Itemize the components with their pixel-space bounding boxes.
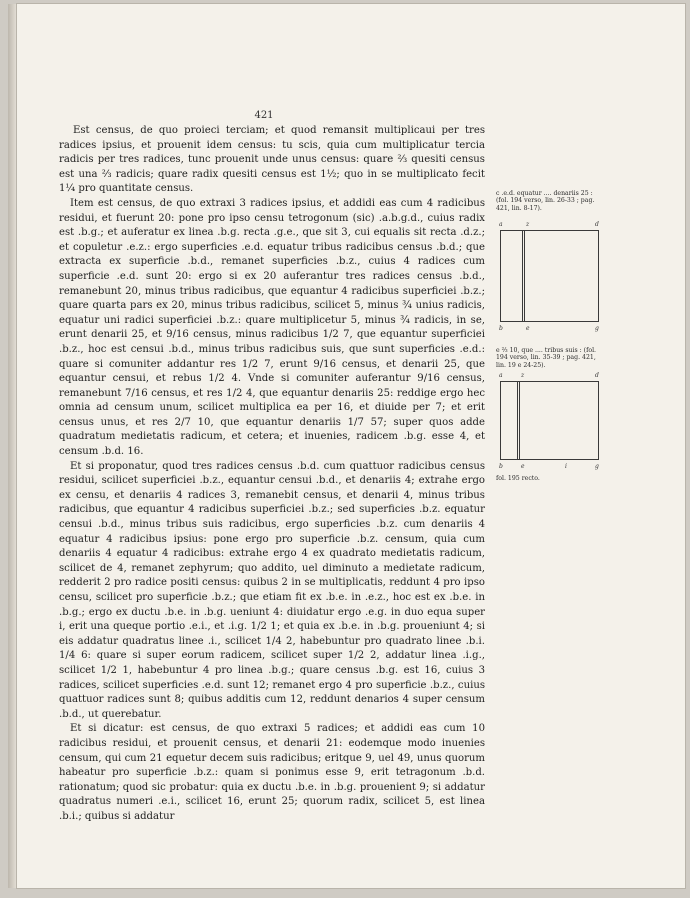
fig2-line-ez [517,382,520,459]
main-text [59,124,485,825]
fig1-label-b: b [499,325,503,332]
fig2-label-i: i [565,463,567,470]
page-edge [8,4,17,888]
fig1-label-e: e [526,325,530,332]
figure-caption: fol. 195 recto. [496,475,540,482]
fig2-label-g: g [595,463,599,470]
paragraph-4: Et si dicatur: est census, de quo extraxi 5 radices; et addidi eas cum 10 radicibus residui, et prouenit census, et denarii 21: eodemque modo inuenies censum, qui cum 21 equetur decem suis radicibus; eritque 9, uel 49, unus quorum habeatur pro superficie .b.z.: quam si ponimus esse 9, erit tetragonum .b.d. rationatum; quod sic probatur: quia ex ductu .b.e. in .b.g. prouenient 9; si addatur quadratus numeri .e.i., scilicet 16, erunt 25; quorum radix, scilicet 5, est linea .b.i.; quibus si addatur [59,723,485,822]
geometric-figure-1 [500,230,599,322]
margin-note-2: e ⅔ 10, que .... tribus suis : (fol. 194 verso, lin. 35-39 ; pag. 421, lin. 19 e 24-25). [496,347,597,369]
fig2-label-d: d [595,372,599,379]
paragraph-3: Et si proponatur, quod tres radices census .b.d. cum quattuor radicibus census residui, scilicet superficiei .b.z., equantur censui .b.d., et denariis 4; extrahe ergo ex censu, et denariis 4 radices 3, remanebit census, et denarii 4, minus tribus radicibus, que equantur 4 radicibus superficiei .b.z.; sed superficies .b.z. equatur censui .b.d., minus tribus suis radicibus, ergo superficies .b.z. cum denariis 4 equatur 4 radicibus ipsius: pone ergo pro superficie .b.z. censum, quia cum denariis 4 equatur 4 radicibus: extrahe ergo 4 ex quadrato medietatis radicum, scilicet de 4, remanet zephyrum; quo addito, uel diminuto a medietate radicum, redderit 2 pro radice positi census: quibus 2 in se multiplicatis, reddunt 4 pro ipso censu, scilicet pro superficie .b.z.; que etiam fit ex .b.e. in .e.z., hoc est ex .b.e. in .b.g.; ergo ex ductu .b.e. in .b.g. ueniunt 4: diuidatur ergo .e.g. in duo equa super i, erit una queque portio .e.i., et .i.g. 1/2 1; et quia ex .b.e. in .b.g. proueniunt 4; si eis addatur quadratus linee .i., scilicet 1/4 2, habebuntur pro quadrato linee .b.i. 1/4 6: quare si super eorum radicem, scilicet super 1/2 2, addatur linea .i.g., scilicet 1/2 1, habebuntur 4 pro linea .b.g.; quare census .b.g. est 16, cuius 3 radices, scilicet superficies .e.d. sunt 12; remanet ergo 4 pro superficie .b.z., cuius quattuor radices sunt 8; quibus additis cum 12, reddunt denarios 4 super censum .b.d., ut querebatur. [59,460,485,720]
page-number: 421 [254,110,274,121]
fig1-label-g: g [595,325,599,332]
paragraph-1: Est census, de quo proieci terciam; et quod remansit multiplicaui per tres radices ipsius, et prouenit idem census: tu scis, quia cum multiplicatur tercia radicis per tres radices, tunc prouenit unde unus census: quare ⅔ quesiti census est una ⅔ radicis; quare radix quesiti census est 1½; quo in se multiplicato fecit 1¼ pro quantitate census. [59,125,485,195]
margin-note-1: c .e.d. equatur .... denariis 25 : (fol. 194 verso, lin. 26-33 ; pag. 421, lin. 8-17). [496,190,595,212]
fig1-line-ez [522,231,525,321]
geometric-figure-2 [500,381,599,460]
fig2-label-a: a [499,372,503,379]
paragraph-2: Item est census, de quo extraxi 3 radices ipsius, et addidi eas cum 4 radicibus residui, et fuerunt 20: pone pro ipso censu tetrogonum (sic) .a.b.g.d., cuius radix est .b.g.; et auferatur ex linea .b.g. recta .g.e., que sit 3, cui equalis sit recta .d.z.; et copuletur .e.z.: ergo superficies .e.d. equatur tribus radicibus census .b.d.; que extracta ex superficie .b.d., remanet superficies .b.z., cuius 4 radices cum superficie .e.d. sunt 20: ergo si ex 20 auferantur tres radices census .b.d., remanebunt 20, minus tribus radicibus, que equantur 4 radicibus superficiei .b.z.; quare quarta pars ex 20, minus tribus radicibus, scilicet 5, minus ¾ unius radicis, equatur uni radici superficiei .b.z.: quare multiplicetur 5, minus ¾ radicis, in se, erunt denarii 25, et 9/16 census, minus radicibus 1/2 7, que equantur superficiei .b.z., hoc est censui .b.d., minus tribus radicibus suis, que sunt superficies .e.d.: quare si comuniter addantur res 1/2 7, erunt 9/16 census, et denarii 25, que equantur censui, et rebus 1/2 4. Vnde si comuniter auferantur 9/16 census, remanebunt 7/16 census, et res 1/2 4, que equantur denariis 25: reddige ergo hec omnia ad censum unum, scilicet multiplica ea per 16, et diuide per 7; et erit census unus, et res 2/7 10, que equantur denariis 1/7 57; super quos adde quadratum medietatis radicum, et cetera; et inuenies, radicem .b.g. esse 4, et censum .b.d. 16. [59,197,485,458]
fig2-label-z: z [521,372,525,379]
fig1-label-z: z [526,221,530,228]
fig1-label-a: a [499,221,503,228]
fig1-label-d: d [595,221,599,228]
fig2-label-b: b [499,463,503,470]
fig2-label-e: e [521,463,525,470]
